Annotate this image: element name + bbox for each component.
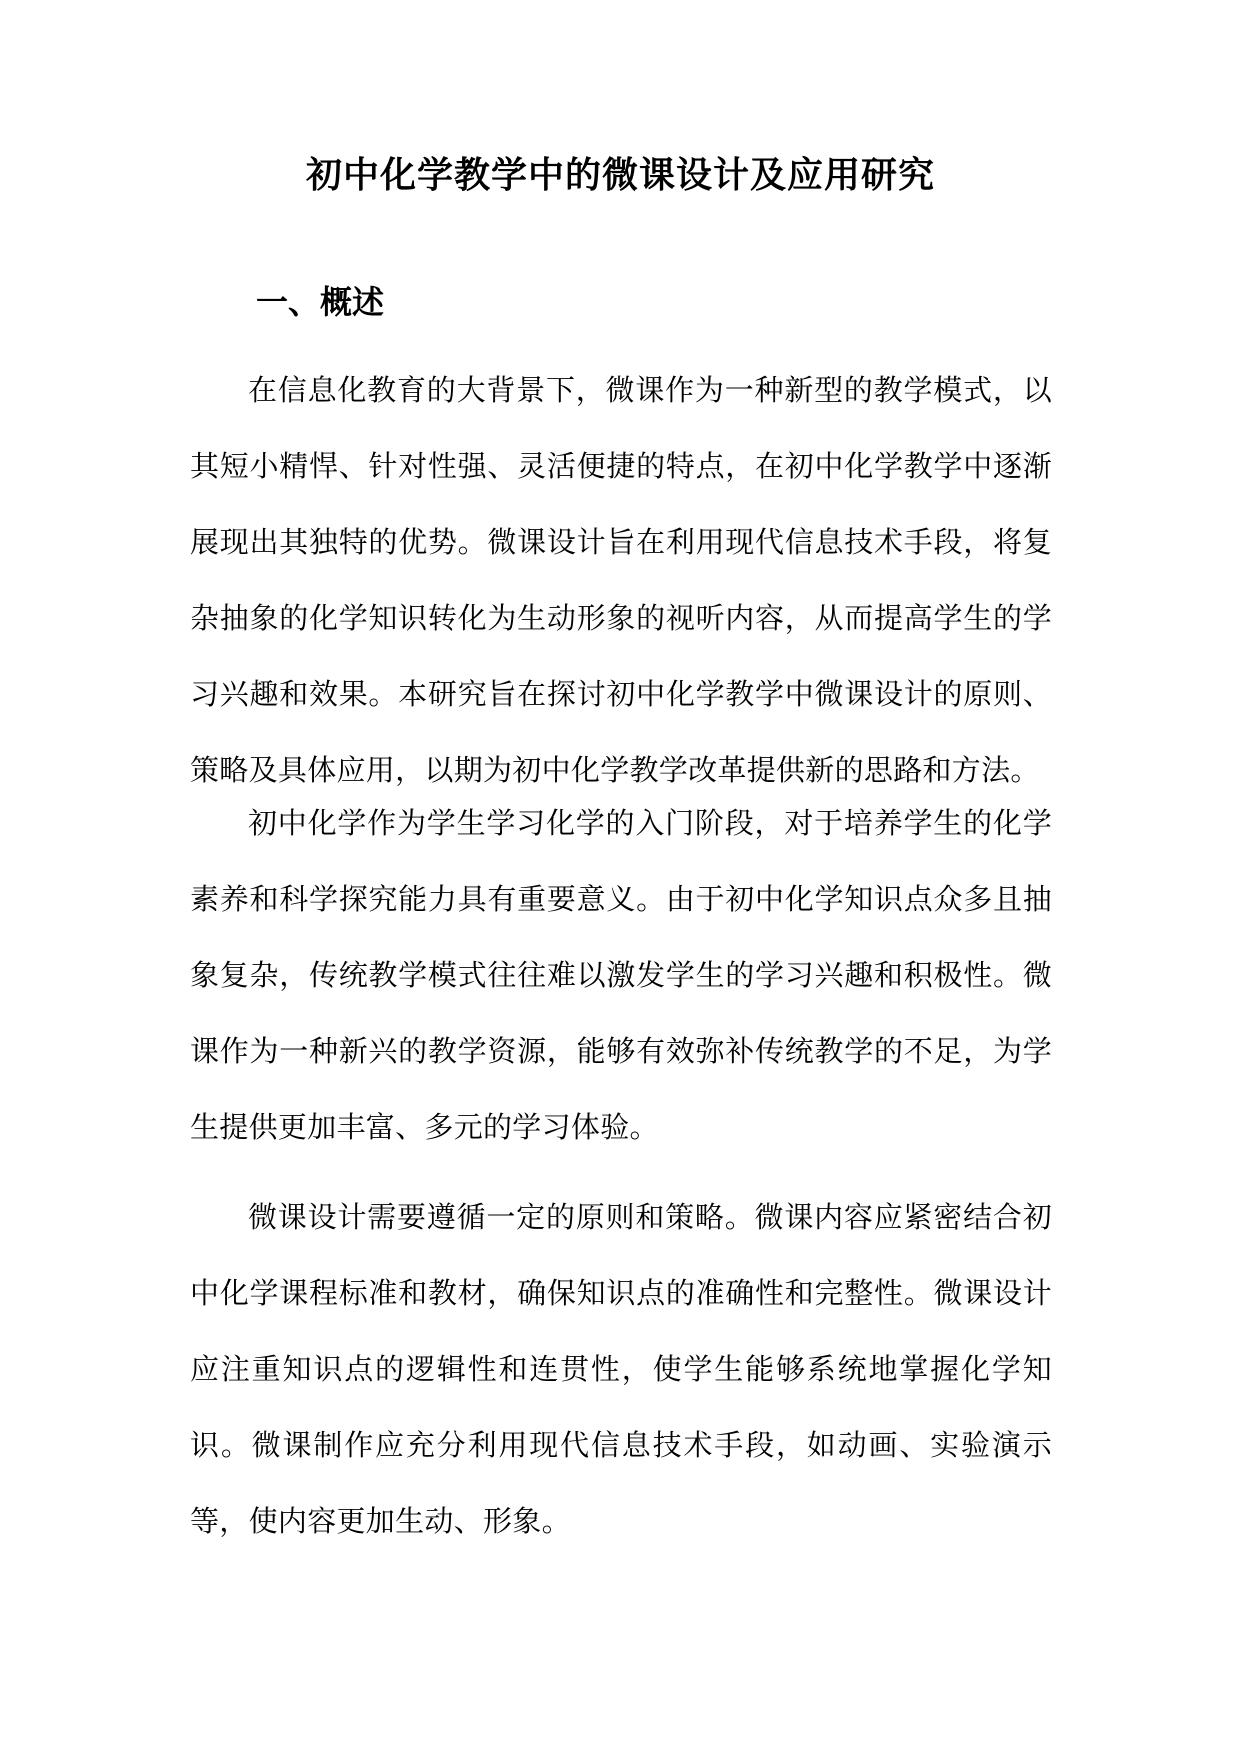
page-title: 初中化学教学中的微课设计及应用研究 [305, 155, 935, 196]
paragraph-3: 微课设计需要遵循一定的原则和策略。微课内容应紧密结合初中化学课程标准和教材，确保知识点的准确性和完整性。微课设计应注重知识点的逻辑性和连贯性，使学生能够系统地掌握化学知识。微课制作应充分利用现代信息技术手段，如动画、实验演示等，使内容更加生动、形象。 [190, 1200, 1052, 1538]
section-heading: 一、概述 [256, 283, 385, 321]
paragraph-2: 初中化学作为学生学习化学的入门阶段，对于培养学生的化学素养和科学探究能力具有重要意义。由于初中化学知识点众多且抽象复杂，传统教学模式往往难以激发学生的学习兴趣和积极性。微课作为一种新兴的教学资源，能够有效弥补传统教学的不足，为学生提供更加丰富、多元的学习体验。 [190, 806, 1052, 1144]
paragraph-1: 在信息化教育的大背景下，微课作为一种新型的教学模式，以其短小精悍、针对性强、灵活便捷的特点，在初中化学教学中逐渐展现出其独特的优势。微课设计旨在利用现代信息技术手段，将复杂抽象的化学知识转化为生动形象的视听内容，从而提高学生的学习兴趣和效果。本研究旨在探讨初中化学教学中微课设计的原则、策略及具体应用，以期为初中化学教学改革提供新的思路和方法。 [190, 373, 1052, 787]
